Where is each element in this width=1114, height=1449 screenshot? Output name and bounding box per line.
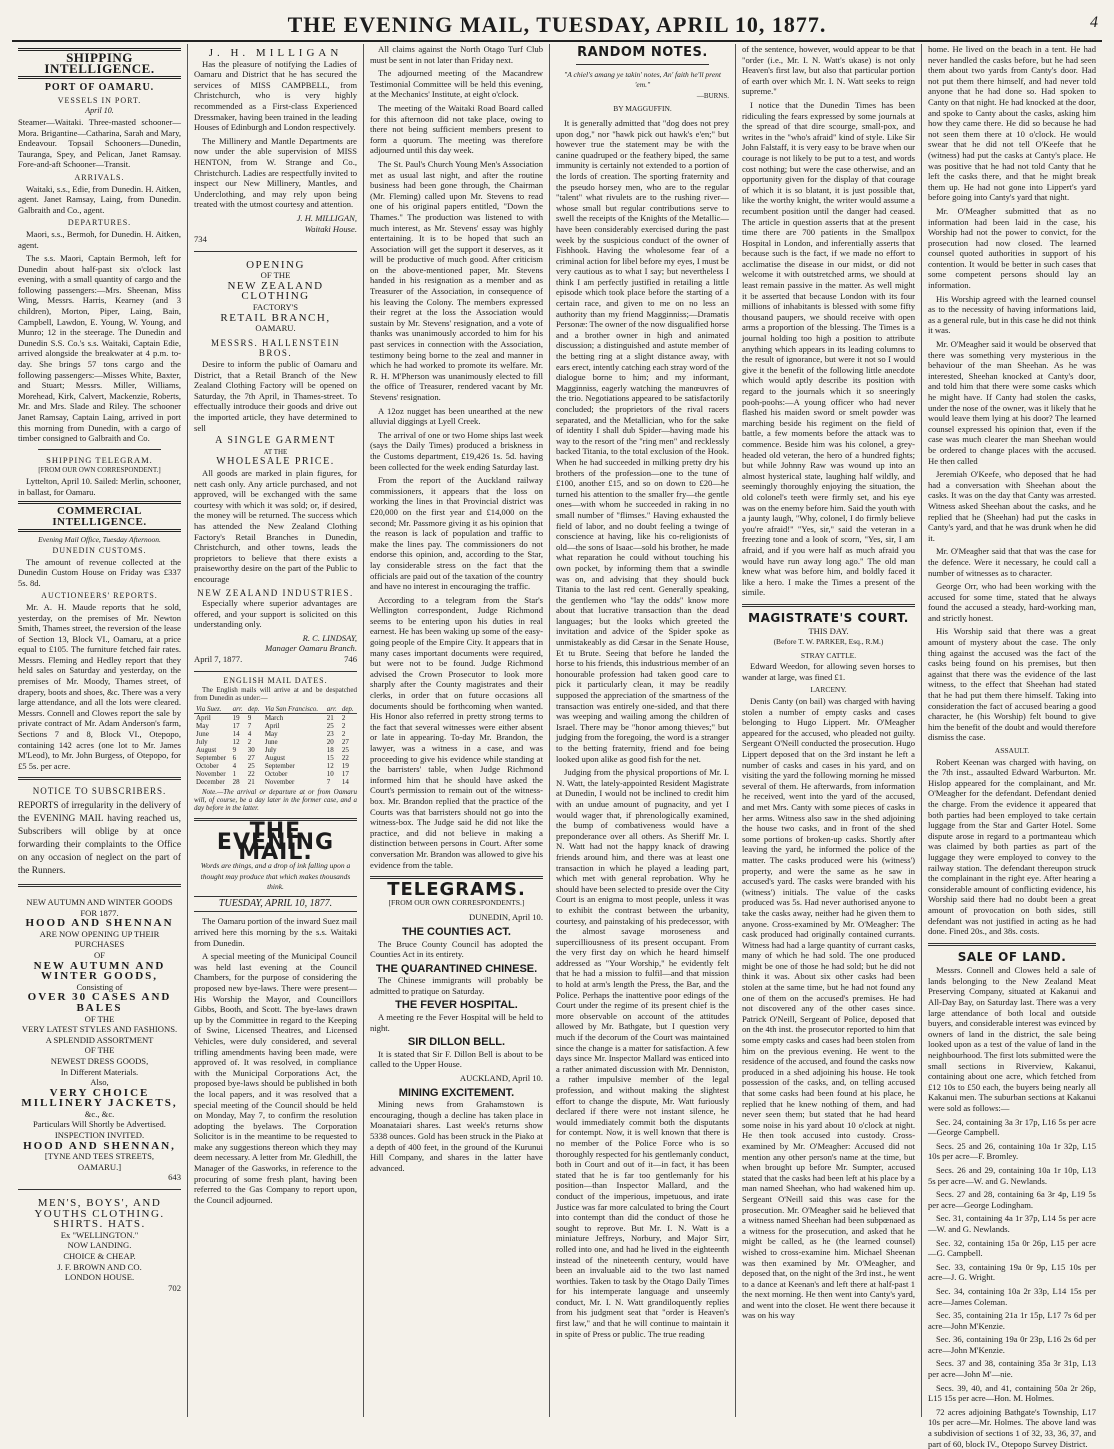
table-cell: 25 <box>326 722 334 731</box>
land-lots <box>928 1117 1096 1404</box>
ad-line: Particulars Will Shortly be Advertised. <box>33 1119 166 1130</box>
table-cell: 10 <box>326 770 334 779</box>
article-paragraph: Judging from the physical proportions of Mr. I. N. Watt, the lately-appointed Resident Magistrate at Dunedin, I would not be inclined to credit him with an undue amount of pugnacity, and yet I would wager that, if phrenologically examined, the bump of combativeness would have a preponderance over all others. As Sheriff Mr. I. N. Watt had not the happy knack of drawing friends around him, and there was at least one transaction in which he played a leading part, which met with general reprobation. Why he should have been selected to preside over the City Court is an enigma to most people, unless it was to exhibit the contrast between the urbanity, courtesy, and painstaking of his predecessor, with the almost savage moroseness and supercilliousness of its present occupant. From the very first day on which he heard himself addressed as "Your Worship," he evidently felt that he had a mission to fulfil—and that mission to hold at arm's length the Press, the Bar, and the Police. Perhaps the inattentive poor edings of the Court under the regime of its present chief is the more observable on account of the attitudes allowed by Mr. Bathgate, but I question very much if the decorum of the Court was maintained since the change is a matter for satisfaction. A few days since Mr. Inspector Mallard was enticed into a rather animated discussion with Mr. Denniston, a rather impulsive member of the legal profession, and without making the slightest effort to change the dispute, Mr. Watt furiously declared if there were not instant silence, he would immediately commit both the disputants for contempt. Now, it is well known that there is no member of the Police Force who is so thoroughly respected for his gentlemanly conduct, both in Court and out of it—in fact, it has been stated that he is far too gentlemanly for his position—than Inspector Mallard, and the conduct of the imperious, impetuous, and irate Justice was far more calculated to bring the Court into contempt than did the conduct of those he sought to reprove. But Mr. I. N. Watt is a miniature Jeffreys, Norbury, and Major Sirr, rolled into one, and had he lived in the eighteenth instead of the nineteenth century, would have been an invaluable aid to the two last named worthies. Taken to task by the Otago Daily Times for his intemperate language and unseemly conduct, Mr. I. N. Watt grandiloquently replies from his judgment seat that "order is Heaven's first law," and that he will continue to maintain it in spite of Press or public. The true reading <box>556 767 729 1339</box>
masthead <box>12 6 1102 42</box>
table-cell: March <box>264 714 284 723</box>
opening-line: OAMARU. <box>255 323 296 334</box>
mens-clothing-ad <box>18 1194 181 1299</box>
table-cell: 27 <box>247 754 255 763</box>
ad-line: HOOD AND SHENNAN, <box>23 1139 176 1152</box>
mail-note: Note.—The arrival or departure at or from Oamaru will, of course, be a day later in the former case, and a day before in the latter. <box>194 788 357 813</box>
article-paragraph: George Orr, who had been working with the accused for some time, stated that he always found the accused a steady, hard-working man, and strictly honest. <box>928 581 1096 623</box>
ad-line: CHOICE & CHEAP. <box>63 1251 136 1261</box>
table-cell: 2 <box>341 730 346 739</box>
masthead-title: THE EVENING MAIL, TUESDAY, APRIL 10, 1877. <box>287 12 827 37</box>
table-cell: 22 <box>247 770 255 779</box>
customs-heading: DUNEDIN CUSTOMS. <box>52 545 147 555</box>
random-notes-heading: RANDOM NOTES. <box>577 45 708 60</box>
table-cell: June <box>196 730 209 739</box>
table-cell: 17 <box>232 722 240 731</box>
table-row <box>194 778 357 786</box>
milligan-code: 734 <box>194 234 207 245</box>
telegram-text: The Bruce County Council has adopted the Counties Act in its entirety. <box>370 938 543 960</box>
english-mail-heading: ENGLISH MAIL DATES. <box>223 675 328 685</box>
divider <box>18 777 181 780</box>
sale-of-land-heading: SALE OF LAND. <box>957 949 1067 964</box>
ad-line: HOOD AND SHENNAN <box>25 917 174 930</box>
table-cell: 14 <box>341 778 349 787</box>
table-cell: April <box>196 714 211 723</box>
table-cell: 15 <box>326 754 334 763</box>
ad-line: LONDON HOUSE. <box>64 1272 135 1283</box>
table-cell: November <box>196 770 226 779</box>
article-paragraph: Mr. O'Meagher said that that was the case for the defence. Were it necessary, he could call a number of witnesses as to character. <box>928 546 1096 578</box>
article-paragraph: The adjourned meeting of the Macandrew Testimonial Committee will be held this evening, at the Mechanics' Institute, at eight o'clock. <box>370 68 543 100</box>
telegram-sub: [FROM OUR OWN CORRESPONDENT.] <box>38 466 161 475</box>
table-cell: 23 <box>326 730 334 739</box>
magistrates-court-heading: MAGISTRATE'S COURT. <box>748 610 909 625</box>
opening-line: NEW ZEALAND CLOTHING <box>227 279 324 303</box>
column-6 <box>922 44 1102 1449</box>
ad-line: INSPECTION INVITED. <box>54 1130 145 1141</box>
land-lot: Sec. 36, containing 19a 0r 23p, L16 2s 6d per acre—John M'Kenzie. <box>928 1334 1096 1355</box>
divider <box>742 604 915 607</box>
columns <box>12 44 1102 1449</box>
table-cell: 30 <box>247 746 255 755</box>
divider <box>18 884 181 887</box>
article-paragraph: The Oamaru portion of the inward Suez mail arrived here this morning by the s.s. Waitaki from Dunedin. <box>194 916 357 948</box>
ad-line: VERY CHOICE MILLINERY JACKETS, <box>21 1086 178 1110</box>
ad-line: In Different Materials. <box>60 1066 139 1077</box>
goods-text: All goods are marked in plain figures, for nett cash only. Any article purchased, and not approved, will be exchanged with the same courtesy with which it was sold; or, if desired, the money will be returned. The success which has attended the New Zealand Clothing Factory's Retail Branches in Dunedin, Christchurch, and other towns, leads the proprietors to believe that there exists a praiseworthy desire on the part of the Public to encourage <box>194 467 357 584</box>
table-cell: 17 <box>341 770 349 779</box>
table-cell: November <box>264 778 295 787</box>
ad-line: NEWEST DRESS GOODS, <box>50 1055 149 1066</box>
article-paragraph: From the report of the Auckland railway commissioners, it appears that the loss on working the lines in that Provincial district was £20,000 on the first year and £14,000 on the second; Mr. Passmore giving it as his opinion that the reason is lack of population and traffic to make the lines pay. The commissioners do not endorse this opinion, and, according to the Star, lay considerable stress on the fact that the officials are paid out of the taxation of the country and have no interest in encouraging the traffic. <box>370 475 543 592</box>
land-lot: Secs. 39, 40, and 41, containing 50a 2r 26p, L15 15s per acre—Hon. M. Holmes. <box>928 1382 1096 1404</box>
ad-line: J. F. BROWN AND CO. <box>57 1261 142 1272</box>
port-heading: PORT OF OAMARU. <box>44 82 155 94</box>
assault-heading: ASSAULT. <box>994 746 1030 755</box>
mail-table-header: arr. <box>231 705 246 714</box>
ad-line: A SPLENDID ASSORTMENT <box>45 1034 154 1045</box>
table-cell: October <box>264 770 288 779</box>
ad-line: OF THE <box>84 1013 115 1024</box>
arrivals-text: Waitaki, s.s., Edie, from Dunedin. H. Aitken, agent. Janet Ramsay, Laing, from Dunedin. Galbraith and Co., agent. <box>18 183 181 215</box>
mail-table-header: dep. <box>246 705 263 714</box>
mail-table-header: dep. <box>340 705 357 714</box>
mail-table-header: arr. <box>325 705 340 714</box>
table-cell: 4 <box>232 762 237 771</box>
notice-heading: NOTICE TO SUBSCRIBERS. <box>32 786 167 797</box>
table-cell: 4 <box>247 730 252 739</box>
arrivals-heading: ARRIVALS. <box>74 172 125 182</box>
table-cell: 12 <box>326 762 334 771</box>
table-cell: September <box>196 754 226 763</box>
land-lot: Secs. 27 and 28, containing 6a 3r 4p, L19 5s per acre—George Lodingham. <box>928 1189 1096 1210</box>
ad-line: ARE NOW OPENING UP THEIR PURCHASES <box>39 928 160 950</box>
table-row <box>194 754 357 762</box>
telegram-text: It is stated that Sir F. Dillon Bell is about to be called to the Upper House. <box>370 1048 543 1070</box>
ad-line: MEN'S, BOYS', AND YOUTHS CLOTHING. <box>34 1197 165 1220</box>
industries-text: Especially where superior advantages are offered, and your support is solicited on this understanding only. <box>194 598 357 630</box>
telegram-text: Lyttelton, April 10. Sailed: Merlin, schooner, in ballast, for Oamaru. <box>18 475 181 497</box>
table-cell: July <box>264 746 277 755</box>
table-row <box>194 730 357 738</box>
table-cell: 2 <box>247 738 252 747</box>
column-3 <box>364 44 550 1417</box>
table-cell: August <box>264 754 286 763</box>
column-5 <box>736 44 922 1417</box>
milligan-ad <box>194 44 357 252</box>
table-cell: 19 <box>232 714 240 723</box>
table-row <box>194 770 357 778</box>
sale-text: Messrs. Connell and Clowes held a sale of lands belonging to the New Zealand Meat Preserving Company, situated at Kakanui and All-Day Bay, on Saturday last. There was a very large attendance of both local and outside buyers, and considerable interest was evinced by owners of land in the district, the sale being looked upon as a test of the value of land in the neighbourhood. The first lots submitted were the small sections in Riverview, Kakanui, containing about one acre, which fetched from £12 10s to £50 each, the buyers being nearly all Kakanui men. The suburban sections at Kakanui were sold as follows:— <box>928 965 1096 1113</box>
table-cell: 9 <box>232 746 237 755</box>
table-cell: 7 <box>326 778 331 787</box>
table-cell: 12 <box>232 738 240 747</box>
land-lot: Sec. 32, containing 15a 0r 26p, L15 per acre—G. Campbell. <box>928 1237 1096 1259</box>
milligan-signature: J. H. MILLIGAN, <box>296 212 357 223</box>
larceny-heading: LARCENY. <box>810 685 847 695</box>
ad-line: OAMARU.] <box>77 1161 122 1172</box>
customs-text: The amount of revenue collected at the Dunedin Custom House on Friday was £337 5s. 8d. <box>18 556 181 588</box>
telegram-heading: THE FEVER HOSPITAL. <box>395 999 518 1012</box>
larceny-text: Denis Canty (on bail) was charged with having stolen a number of empty casks and cases belonging to Hugo Lippert. Mr. O'Meagher appeared for the accused, who pleaded not guilty. Sergeant O'Neill conducted the prosecution. Hugo Lippert deposed that on the 3rd instant he left a number of casks and cases in his yard, and on visiting the yard the following morning he missed several of them. He afterwards, from information he received, went into the yard of the accused, and met Mrs. Canty with some pieces of casks in her arms. Witness also saw in the shed adjoining the house two casks, and in front of the shed some portions of broken-up casks. Shortly after leaving the yard, he informed the police of the matter. The casks produced were his (witness') property, and were the same as he saw in accused's yard. The casks were branded with his (witness') initials. The value of the casks produced was 5s. Had never authorised anyone to take the casks away, neither had he given them to anyone. Cross-examined by Mr. O'Meagher: The cask produced had originally contained currants. Witness had had a large quantity of currant casks, many of which he had sold. The one produced might be one of those he had sold; but he did not think it was. About six other casks had been stolen at the same time, but he had not found any one of them on the accused's premises. He had not discovered any of the other cases since. Patrick O'Neill, Sergeant of Police, deposed that on the 4th inst. the prosecutor reported to him that some empty casks and cases had been stolen from him on the previous evening. He went to the residence of the accused, and found the casks now produced in a shed adjoining his house. He took possession of the casks, and, on telling accused that some casks had been found at his place, he replied that he knew nothing of them, and had never seen them; but stated that he had heard some noise in his yard about 10 o'clock at night. He then took accused into custody. Cross-examined by Mr. O'Meagher: Accused did not mention any other person's name at the time, but when brought up before Mr. Sumpter, accused stated that the casks had been left at his place by a man named Sheehan, who had wakened him up. Sergeant O'Neill said this was case for the prosecution. Mr. O'Meagher said he believed that a witness named Sheehan had been subpœnaed as a witness for the prosecution, and asked that he might be called, as he (the learned counsel) wished to cross-examine him. Michael Sheenan was then examined by Mr. O'Meagher, and deposed that, on the night of the 3rd inst., he went to a dance at Keenan's and left there at half-past 1 the next morning. He then went into Canty's yard, and went into the closet. He went there because it was on his way <box>742 696 916 1321</box>
table-cell: 27 <box>341 738 349 747</box>
table-cell: 28 <box>232 778 240 787</box>
milligan-signature-2: Waitaki House. <box>304 223 357 234</box>
ad-line: SHIRTS. HATS. <box>53 1218 146 1231</box>
telegram-heading: MINING EXCITEMENT. <box>398 1086 515 1099</box>
ad-code: 702 <box>168 1282 181 1293</box>
shipping-notes: The s.s. Maori, Captain Bermoh, left for Dunedin about half-past six o'clock last evening, with a small quantity of cargo and the following passengers:—Mrs. Sheenan, Miss Wing, Messrs. Harris, Kearney (and 3 children), Morton, Piper, Laing, Bain, Campbell, Lawdon, E. Young, W. Young, and Munro; 12 in the steerage. The Dunedin and Dunedin S.S. Co.'s s.s. Waitaki, Captain Edie, arrived alongside the breakwater at 4 p.m. to-day. She brings 57 tons cargo and the following passengers:—Misses White, Baxter, and Stuart; Messrs. Miller, Williams, Morehead, Kirk, Calvert, Mackenzie, Roberts, Mr. and Mrs. Slade and Riley. The schooner Janet Ramsay, Captain Laing, arrived in port this morning from Dunedin, with a cargo of timber consigned to Galbraith and Co. <box>18 253 181 444</box>
article-paragraph: A 12oz nugget has been unearthed at the new alluvial diggings at Lyell Creek. <box>370 405 543 427</box>
ad-line: VERY LATEST STYLES AND FASHIONS. <box>21 1024 178 1035</box>
dunedin-dateline: DUNEDIN, April 10. <box>469 912 543 923</box>
industries-heading: NEW ZEALAND INDUSTRIES. <box>197 587 354 598</box>
mag-day: THIS DAY. <box>808 626 849 637</box>
departures-heading: DEPARTURES. <box>67 218 132 228</box>
telegram-heading: THE COUNTIES ACT. <box>402 925 511 938</box>
departures-text: Maori, s.s., Bermoh, for Dunedin. H. Aitken, agent. <box>18 228 181 250</box>
vessels-list: Steamer—Waitaki. Three-masted schooner—Mora. Brigantine—Catharina, Sarah and Mary, Endeavour. Topsail Schooners—Dunedin, Tauranga, Spey, and Pelican, Janet Ramsay. Fore-and-aft Schooner—Transit. <box>18 116 181 170</box>
ad-line: OF <box>94 949 105 960</box>
single-line: AT THE <box>263 447 288 456</box>
ad-line: OVER 30 CASES AND BALES <box>27 991 172 1014</box>
lindsay-signature: R. C. LINDSAY, <box>302 632 357 643</box>
article-paragraph: of the sentence, however, would appear to be that "order (i.e., Mr. I. N. Watt's ukase) is not only Heaven's first law, but also that particular portion of earth over which Mr. I. N. Watt seeks to reign supreme." <box>742 44 915 97</box>
assault-text: Robert Keenan was charged with having, on the 7th inst., assaulted Edward Warburton. Mr. Hislop appeared for the complainant, and Mr. O'Meagher for the defendant. Defendant denied the charge. From the evidence it appeared that both parties had been employed to take certain luggage from the Star and Garter Hotel. Some dispute arose in regard to a portmanteau which was claimed by both parties as part of the luggage they were employed to convey to the railway station. The defendant thereupon struck the complainant in the right eye. After hearing a considerable amount of conflicting evidence, his Worship said there had no doubt been a great amount of provocation on both sides, still defendant was not justified in acting as he had done. Fined 20s., and 38s. costs. <box>928 756 1096 937</box>
land-lot: Sec. 34, containing 10a 2r 33p, L14 15s per acre—James Coleman. <box>928 1285 1096 1307</box>
stray-heading: STRAY CATTLE. <box>800 650 857 660</box>
table-cell: 22 <box>341 754 349 763</box>
table-cell: 7 <box>247 722 252 731</box>
hood-shennan-ad <box>18 893 181 1190</box>
stray-text: Edward Weedon, for allowing seven horses to wander at large, was fined £1. <box>742 661 915 682</box>
land-lot: Sec. 24, containing 3a 3r 17p, L16 5s per acre—George Campbell. <box>928 1116 1096 1138</box>
table-cell: 2 <box>341 722 346 731</box>
notice-text: REPORTS of irregularity in the delivery of the EVENING MAIL having reached us, Subscribers will oblige by at once forwarding their complaints to the Office on any occasion of neglect on the part of the Runners. <box>18 801 181 876</box>
epigraph: "A chiel's amang ye takin' notes, An' faith he'll prent 'em." <box>564 69 721 90</box>
mail-dates-table <box>194 705 357 786</box>
table-cell: 6 <box>232 754 237 763</box>
article-paragraph: According to a telegram from the Star's Wellington correspondent, Judge Richmond seems to be entering upon his duties in real earnest. He has been waking up some of the easy-going people of the Empire City. It appears that in many cases important documents were required, but were not to be found. Judge Richmond advised the Crown Prosecutor to look more sharply after the County magistrates and their clerks, in order that on future occasions all documents should be forthcoming when wanted. His Honor also referred in pretty strong terms to the fact that several witnesses were either absent or late in appearing. To-day Mr. Brandon, the lawyer, was a witness in a case, and was proceeding to give his evidence while standing at the barristers' table, when Judge Richmond informed him that he should have asked the Court's permission to remain out of the witness-box. Mr. Brandon replied that the practice of the Courts was that barristers should not go into the witness-box. The Judge said he did not like the practice, and did not believe in making a distinction between persons in Court. After some conversation Mr. Brandon was allowed to give his evidence from the table. <box>370 594 543 870</box>
mail-table-header: Via San Francisco. <box>263 705 325 714</box>
article-paragraph: I notice that the Dunedin Times has been ridiculing the fears expressed by some journals at the spread of that dire scourge, small-pox, and writes in the "who's afraid" kind of style. Like Sir John Falstaff, it is very easy to be brave when our courage is not likely to be put to a test, and words cost nothing; but were the case otherwise, and an opportunity given for the display of that courage of which it is so blatant, it is just possible that, like the worthy knight, the writer would assume a recumbent position until the danger had ceased. The article in question asserts that at the present time there are 700 patients in the Smallpox Hospital in London, and inferentially asserts that because such is the fact, if we made no effort to acclimatise the disease in our midst, or did not welcome it with outstretched arms, we should at least remain passive in the matter. As well might it be asserted that because London with its four millions of inhabitants is blessed with some fifty thousand paupers, we should receive with open arms a proportion of the blessing. The Times is a journal holding too high a position to attribute anything which appears in its leading columns to the result of ignorance, but were it not so I would give it the benefit of the following little anecdote which would aptly describe its position with regard to the journals which it so sneeringly pooh-poohs:—A young officer who had never flashed his maiden sword or smelt powder was marching beside his regiment on the field of battle, a few moments before the attack was to commence. Beside him was his colonel, a grey-headed old veteran, the hero of a hundred fights; but while Johnny Raw was wound up into an almost hysterical state, laughing half wildly, and seemingly thoroughly enjoying the situation, the old colonel's teeth were firmly set, and his eye was on the enemy before him. Said the youth with a jaunty laugh, "Why, colonel, I do firmly believe you're afraid!" "Yes, sir," said the veteran in a freezing tone and a look of scorn, "Yes, sir, I am afraid, and if you were half as much afraid you would have run away long ago." The old man knew what was before him, and boldly faced it like a hero. I make the Times a present of the simile. <box>742 99 915 598</box>
lindsay-code: 746 <box>344 654 357 665</box>
hallenstein-text: Desire to inform the public of Oamaru and District, that a Retail Branch of the New Zealand Clothing Factory will be opened on Saturday, the 7th April, in Thames-street. To effectually introduce their goods and drive out the imported article, they have determined to sell <box>194 359 357 433</box>
mag-before: (Before T. W. PARKER, Esq., R.M.) <box>773 637 884 647</box>
land-lot: Secs. 25 and 26, containing 10a 1r 32p, L15 10s per acre—F. Bromley. <box>928 1140 1096 1162</box>
vessels-date: April 10. <box>85 106 114 116</box>
table-row <box>194 746 357 754</box>
english-mail-intro: The English mails will arrive at and be despatched from Dunedin as under:— <box>194 686 357 703</box>
opening-line: FACTORY'S <box>252 302 299 313</box>
table-cell: May <box>196 722 209 731</box>
auction-heading: AUCTIONEERS' REPORTS. <box>41 591 158 601</box>
ad-line: NOW LANDING. <box>67 1240 132 1251</box>
auckland-dateline: AUCKLAND, April 10. <box>459 1073 543 1084</box>
milligan-name: J. H. MILLIGAN <box>208 47 343 59</box>
ad-line: OF THE <box>84 1045 115 1056</box>
land-lot: Sec. 33, containing 19a 0r 9p, L15 10s per acre—J. G. Wright. <box>928 1261 1096 1283</box>
evening-mail-title: THE EVENING MAIL. <box>216 819 335 866</box>
article-paragraph: The St. Paul's Church Young Men's Association met as usual last night, and after the routine business had been gone through, the Chairman (Mr. Fleming) called upon Mr. Stevens to read one of his original papers entitled, "Down the Thames." The production was listened to with much interest, as Mr. Stevens' essay was highly entertaining. It is to be hoped that such an Association will get the support it deserves, as it will be productive of much good. After criticism on the above-mentioned paper, Mr. Stevens handed in his resignation as a member and as Treasurer of the Association, in consequence of his leaving the Colony. The members expressed their regret at the loss the Association would sustain by Mr. Stevens' resignation, and a vote of thanks was unanimously accorded to him for his past services in connection with the Association, testimony being borne to the zeal and manner in which he had worked to promote its welfare. Mr. R. H. M'Pherson was unanimously elected to fill the office of Treasurer, rendered vacant by Mr. Stevens' resignation. <box>370 158 543 402</box>
commercial-dateline: Evening Mail Office, Tuesday Afternoon. <box>38 535 161 545</box>
table-cell: 25 <box>341 746 349 755</box>
single-line: WHOLESALE PRICE. <box>216 456 335 468</box>
lindsay-date: April 7, 1877. <box>194 654 243 665</box>
table-row <box>194 722 357 730</box>
table-cell: June <box>264 738 278 747</box>
table-cell: July <box>196 738 208 747</box>
table-row <box>194 738 357 746</box>
ad-line: Ex "WELLINGTON." <box>60 1229 139 1240</box>
article-paragraph: All claims against the North Otago Turf Club must be sent in not later than Friday next. <box>370 44 543 65</box>
lindsay-signature-2: Manager Oamaru Branch. <box>265 643 357 654</box>
table-cell: 18 <box>326 746 334 755</box>
table-cell: 9 <box>247 714 252 723</box>
commercial-heading: COMMERCIAL INTELLIGENCE. <box>18 501 181 532</box>
ad-line: NEW AUTUMN AND WINTER GOODS FOR 1877. <box>26 897 173 918</box>
ad-line: Consisting of <box>76 981 123 992</box>
table-cell: 2 <box>341 714 346 723</box>
article-paragraph: It is generally admitted that "dog does not prey upon dog," nor "hawk pick out hawk's e'en;" but however true the statement may be with the canine quadruped or the feathery biped, the same immunity is certainly not extended to a portion of the lords of creation. The sporting fraternity and the pseudo horsey men, who are to the regular "talent" what rivulets are to the rushing river—whose small but regular contributions serve to swell the receipts of the Knights of the Metallic—have been considerably exercised during the past week by the suspicious conduct of the owner of Fishhook. Having the wholesome fear of a criminal action for libel before my eyes, I must be very cautious as to what I say; but nevertheless I think I am perfectly justified in retailing a little episode which took place before the starting of a certain race, and given to me on no less an authority than my friend Magginniss;—Dramatis Personæ: The owner of the now disgualified horse and a brother owner in high and animated discussion; a distinguished and astute member of the betting ring at a slight distance away, with ears erect, intently catching each stray word of the dialogue borne to him; and my informant, Magginniss, eagerly watching the manœuvres of the trio. Negotiations appeared to be satisfactorily concluded; the proprietors of the rival racers separated, and the Metallician, who for the sake of identity I shall dub Spider—having made his way to the resort of the "ring men" and recklessly backed Titania, to the total exclusion of the Hook. When he had succeeded in milking pretty dry his brothers of the profession—one to the tune of £100, another £15, and so on down to £20—he turned his attention to the smaller fry—the gentle ones—with whom he succeeded in raking in no small number of "flimses." Having exhausted the field of labor, and no doubt feeling a twinge of conscience at having, like his co-religionists of old—the sons of Isaac—sold his brother, he made what reparation he could without touching his own pocket, by informing them that a swindle was on, and advising that they should buck Titania to the last red cent. Generally speaking, the gentlemen who "lay the odds" know more about that lucrative transaction than the dead languages; but the looks which greeted the invitation and advice of the Spider spoke as unmistakeably as did Cæsar in the Senate House, Et tu Brute. Seeing that before he landed the horse to his friends, this industrious member of an honourable profession had taken good care to pick it particularly clean, it may be readily supposed the appreciation of the smartness of the transaction was entirely one-sided, and that there was weeping and wailing among the children of Israel. There may be "honor among thieves;" but judging from the foregoing, the word is a stranger to the betting fraternity, friend and foe being looked upon alike as good fish for the net. <box>556 117 729 764</box>
land-lot: Sec. 31, containing 4a 1r 37p, L14 5s per acre—W. and G. Newlands. <box>928 1213 1096 1234</box>
column-4 <box>550 44 736 1417</box>
table-cell: 21 <box>326 714 334 723</box>
single-line: A SINGLE GARMENT <box>215 435 336 447</box>
milligan-paragraph-2: The Millinery and Mantle Departments are now under the able supervision of MISS HENTON, from W. Strange and Co., Christchurch. Ladies are respectfully invited to inspect our New Millinery, Mantles, and Underclothing, and may rely upon being treated with the utmost courtesy and attention. <box>194 135 357 210</box>
divider <box>928 943 1096 946</box>
ad-line: Also, <box>90 1077 109 1088</box>
ad-line: &c., &c. <box>84 1108 115 1119</box>
page-number: 4 <box>1090 14 1098 31</box>
telegram-text: Mining news from Grahamstown is encouraging, though a decline has taken place in Moanataiari shares. Last week's returns show 5338 ounces. Gold has been struck in the Piako at a depth of 400 feet, in the ground of the Kurunui Hill Company, and shares in the latter have advanced. <box>370 1099 543 1173</box>
table-cell: 21 <box>247 778 255 787</box>
shipping-heading: SHIPPING INTELLIGENCE. <box>18 48 181 79</box>
article-paragraph: The arrival of one or two Home ships last week (says the Daily Times) produced a briskness in the Customs department, £19,426 1s. 5d. having been collected for the week ending Saturday last. <box>370 429 543 472</box>
column-1 <box>12 44 188 1417</box>
clothing-factory-ad <box>194 256 357 672</box>
milligan-paragraph-1: Has the pleasure of notifying the Ladies of Oamaru and District that he has secured the services of MISS CAMPBELL, from Christchurch, who is very highly recommended as a First-class Experienced Dressmaker, having been trained in the leading Houses of Edinburgh and London respectively. <box>194 58 357 133</box>
byline: BY MAGGUFFIN. <box>613 104 672 114</box>
telegram-heading: SHIPPING TELEGRAM. <box>46 454 153 465</box>
ad-line: [TYNE AND TEES STREETS, <box>44 1151 155 1162</box>
article-paragraph: Jeremiah O'Keefe, who deposed that he had had a conversation with Sheehan about the casks. It was on the day that Canty was arrested. Witness asked Sheehan about the casks, and he replied that he (Sheehan) had put the casks in Canty's yard, and that he was drunk when he did it. <box>928 469 1096 543</box>
article-paragraph: Mr. O'Meagher submitted that as no information had been laid in the case, his Worship had not the power to convict, for the prosecution had now closed. The learned counsel quoted authorities in support of his contention. It would be better in such cases that some competent persons should lay an information. <box>928 205 1096 291</box>
telegram-heading: THE QUARANTINED CHINESE. <box>375 962 538 975</box>
table-cell: 1 <box>232 770 237 779</box>
article-paragraph: home. He lived on the beach in a tent. He had never handled the casks before, but he had seen them about two yards from Canty's door. Had not put them there himself, and had never told anyone that he had done so. Had spoken to Canty on that night. He had knocked at the door, and spoke to Canty about the casks, asking him how they came there. He did so because he had not seen them there at 10 o'clock. He would swear that he did not tell O'Keefe that he (witness) had put the casks at Canty's place. He was positive that he had not told Canty that he left the casks there, and that he might break them up. He had not gone into Lippert's yard before going into Canty's yard that night. <box>928 44 1096 203</box>
evening-motto: Words are things, and a drop of ink falling upon a thought may produce that which makes thousands think. <box>200 861 351 892</box>
article-paragraph: The meeting of the Waitaki Road Board called for this afternoon did not take place, owing to there not being sufficient members present to form a quorum. The meeting was therefore adjourned until this day week. <box>370 102 543 156</box>
table-cell: 19 <box>341 762 349 771</box>
divider <box>38 449 161 450</box>
telegram-text: The Chinese immigrants will probably be admitted to pratique on Saturday. <box>370 975 543 996</box>
table-cell: April <box>264 722 280 731</box>
divider <box>576 64 709 65</box>
article-paragraph: Mr. O'Meagher said it would be observed that there was something very mysterious in the behaviour of the man Sheehan. As he was interested, Sheehan knocked at Canty's door, and told him that there were some casks which he might have. If Canty had stolen the casks, under the nose of the owner, was it likely that he would leave them lying at his door? The learned counsel expressed his opinion that, even if the case was much clearer the man Sheehan would be ordered to change places with the accused. He then called <box>928 339 1096 466</box>
opening-line: RETAIL BRANCH, <box>220 311 331 324</box>
opening-lines <box>194 260 357 334</box>
ad-code: 643 <box>168 1172 181 1183</box>
table-cell: 20 <box>326 738 334 747</box>
land-lot: Secs. 26 and 29, containing 10a 1r 10p, L13 5s per acre—W. and G. Newlands. <box>928 1164 1096 1186</box>
epigraph-source: —BURNS. <box>696 91 729 100</box>
opening-line: OF THE <box>260 270 291 281</box>
table-row <box>194 762 357 770</box>
table-cell: August <box>196 746 217 755</box>
land-lot: Sec. 35, containing 21a 1r 15p, L17 7s 6d per acre—John M'Kenzie. <box>928 1310 1096 1331</box>
land-lot: Secs. 37 and 38, containing 35a 3r 31p, L13 per acre—John M'—nie. <box>928 1358 1096 1380</box>
single-garment-lines <box>194 436 357 468</box>
article-paragraph: His Worship said that there was a great amount of mystery about the case. The only thing against the accused was the fact of the casks being found on his premises, but then against that there was the evidence of the last witness, to the effect that Sheehan had stated that he had put them there himself. Taking into consideration the fact of accused bearing a good character, he (his Worship) felt bound to give him the benefit of the doubt and would therefore dismiss the case. <box>928 626 1096 743</box>
auction-text: Mr. A. H. Maude reports that he sold, yesterday, on the premises of Mr. Newton Smith, Thames street, the reversion of the lease of Section 13, Block VI., Oamaru, at a price equal to £105. The furniture fetched fair rates. Messrs. Fleming and Hedley report that they held sales on Saturday and yesterday, on the premises of Mr. Moody, Thames street, of drapery, boots and shoes, &c. There was a very large attendance, and all the lots were cleared. Messrs. Connell and Clowes report the sale by private contract of Mr. Adam Anderson's farm, Sections 7 and 8, Block VI., Otepopo, containing 142 acres (one lot to Mr. James M'Leod), to Mr. John Burgess, of Otepopo, for £5 5s. per acre. <box>18 601 181 771</box>
article-paragraph: A special meeting of the Municipal Council was held last evening at the Council Chambers, for the purpose of considering the proposed new bye-laws. There were present—His Worship the Mayor, and Councillors Gibbs, Booth, and Scott. The bye-laws drawn up by the Committee in regard to the Keeping of Swine, Licensed Theatres, and Licensed Vehicles, were duly considered, and several trifling amendments having been made, were approved of. It was resolved, in compliance with the Municipal Corporations Act, the proposed bye-laws should be published in both the local papers, and it was resolved that a special meeting of the Council should be held on Monday, May 7, to confirm the resolution adopting the byelaws. The Corporation Solicitor is in the meantime to be requested to make any suggestions thereon which they may deem necessary. A letter from Mr. Gledhill, the Manager of the Gasworks, in reference to the procuring of some fresh plant, having been referred to the Gas Company to report upon, the Council adjourned. <box>194 951 357 1205</box>
table-cell: October <box>196 762 219 771</box>
column-2 <box>188 44 364 1417</box>
dateline: TUESDAY, APRIL 10, 1877. <box>194 896 357 913</box>
table-cell: May <box>264 730 278 739</box>
ad-line: NEW AUTUMN AND WINTER GOODS, <box>33 959 166 983</box>
article-paragraph: His Worship agreed with the learned counsel as to the necessity of having informations laid, as a general rule, but in this case he did not think it was. <box>928 293 1097 336</box>
table-cell: 14 <box>232 730 240 739</box>
opening-line: OPENING <box>246 258 305 271</box>
table-cell: 25 <box>247 762 255 771</box>
table-cell: September <box>264 762 295 771</box>
sale-closing: 72 acres adjoining Bathgate's Township, L17 10s per acre—Mr. Holmes. The above land was a subdivision of sections 1 of 32, 33, 36, 37, and part of 60, block IV., Otepopo Survey District. <box>928 1406 1096 1449</box>
telegrams-sub: [FROM OUR OWN CORRESPONDENTS.] <box>388 897 525 907</box>
vessels-heading: VESSELS IN PORT. <box>57 95 142 105</box>
table-row <box>194 714 357 723</box>
telegrams-title: TELEGRAMS. <box>387 879 526 901</box>
table-cell: December <box>196 778 225 787</box>
telegram-heading: SIR DILLON BELL. <box>407 1036 506 1049</box>
telegram-text: A meeting re the Fever Hospital will be held to night. <box>370 1012 543 1033</box>
mail-table-header: Via Suez. <box>194 705 231 714</box>
hallenstein-heading: MESSRS. HALLENSTEIN BROS. <box>210 337 340 359</box>
